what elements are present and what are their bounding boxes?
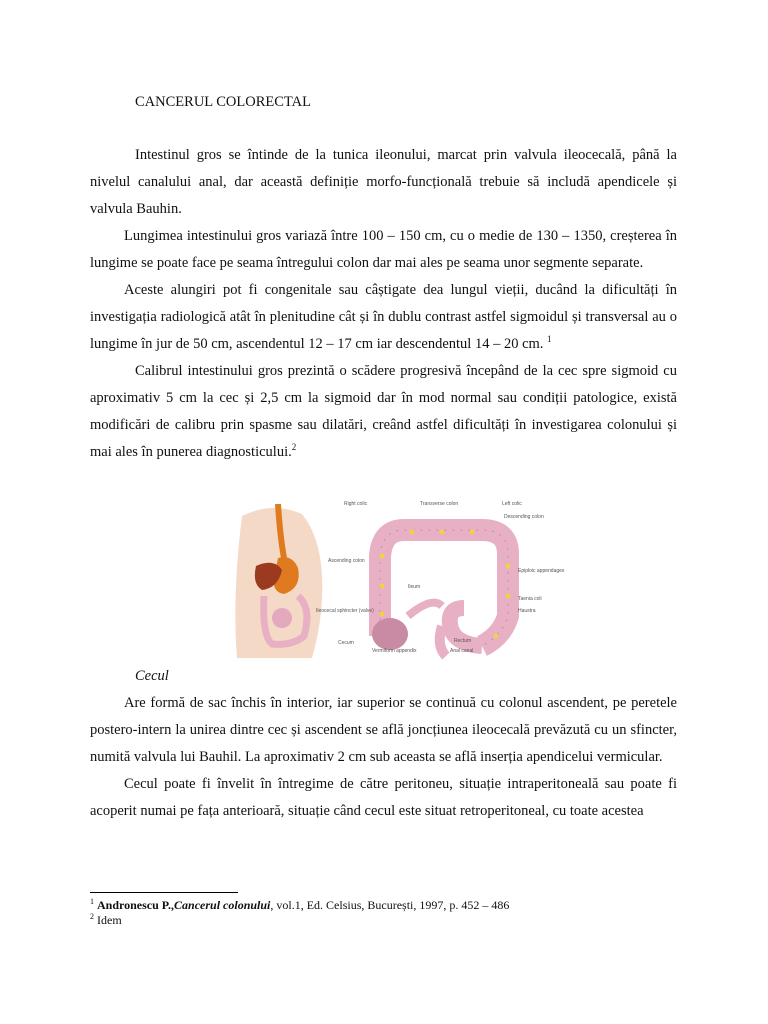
section-body	[90, 690, 677, 825]
paragraph	[90, 690, 677, 771]
rectum	[440, 626, 446, 656]
document-title: CANCERUL COLORECTAL	[135, 94, 311, 110]
label-descending-colon: Descending colon	[504, 514, 544, 520]
ileum	[408, 603, 442, 616]
footnote-author: Andronescu P.,	[97, 898, 175, 912]
cecum	[372, 618, 408, 650]
label-epiploic: Epiploic appendages	[518, 568, 565, 574]
footnote-ref: 1	[547, 334, 552, 345]
colon-anatomy-figure	[232, 496, 565, 658]
footnote-work: Cancerul colonului	[174, 898, 271, 912]
paragraph-text: Calibrul intestinului gros prezintă o scădere progresivă începând de la cec spre sigmoid cu aproximativ 5 cm la cec și 2,5 cm la sigmoid dar în mod normal sau condiții patologice, există modificări de calibru prin spasme sau dilatări, creând astfel dificultăți în investigarea colonului și mai ales în punerea diagnosticului.	[90, 363, 677, 460]
label-transverse-colon: Transverse colon	[420, 501, 459, 507]
label-vermiform-appendix: Vermiform appendix	[372, 648, 417, 654]
label-ileum: Ileum	[408, 584, 421, 590]
footnote-2	[90, 913, 509, 928]
footnote-number: 2	[90, 912, 94, 921]
paragraph	[90, 358, 677, 466]
paragraph-text: Lungimea intestinului gros variază între 100 – 150 cm, cu o medie de 130 – 1350, creșterea în lungime se poate face pe seama întregului colon dar mai ales pe seama unor segmente separate.	[90, 228, 677, 271]
footnote-number: 1	[90, 897, 94, 906]
paragraph	[90, 223, 677, 277]
footnote-text: Idem	[97, 913, 122, 927]
footnote-ref: 2	[291, 442, 297, 453]
paragraph-text: Are formă de sac închis în interior, iar superior se continuă cu colonul ascendent, pe peretele postero-intern la unirea dintre cec și ascendent se află joncțiunea ileocecală prevăzută cu un sfincter, numită valvula lui Bauhil. La aproximativ 2 cm sub aceasta se află inserția apendicelui vermicular.	[90, 695, 677, 765]
paragraph	[90, 142, 677, 223]
label-anal-canal: Anal canal	[450, 648, 474, 654]
footnote-1	[90, 898, 509, 913]
label-right-colic: Right colic	[344, 501, 368, 507]
section-heading: Cecul	[135, 668, 169, 684]
footnote-rest: , vol.1, Ed. Celsius, București, 1997, p. 452 – 486	[270, 898, 510, 912]
label-ileocecal-sphincter: Ileocecal sphincter (valve)	[316, 608, 374, 614]
footnote-separator	[90, 892, 238, 893]
label-ascending-colon: Ascending colon	[328, 558, 365, 564]
label-rectum: Rectum	[454, 638, 472, 644]
paragraph-text: Cecul poate fi învelit în întregime de către peritoneu, situație intraperitoneală sau poate fi acoperit numai pe fața anterioară, situație când cecul este situat retroperitoneal, cu toate acestea	[90, 776, 677, 819]
paragraph-text: Intestinul gros se întinde de la tunica ileonului, marcat prin valvula ileocecală, până la nivelul canalului anal, dar această definiție morfo-funcțională trebuie să includă apendicele și valvula Bauhin.	[90, 147, 677, 217]
paragraph-text: Aceste alungiri pot fi congenitale sau câștigate dea lungul vieții, ducând la dificultăți în investigația radiologică atât în plenitudine cât și în dublu contrast astfel sigmoidul și transversal au o lungime în jur de 50 cm, ascendentul 12 – 17 cm iar descendentul 14 – 20 cm.	[90, 282, 677, 352]
paragraph	[90, 277, 677, 358]
body-text	[90, 142, 677, 466]
footnotes	[90, 898, 509, 928]
paragraph	[90, 771, 677, 825]
label-cecum: Cecum	[338, 640, 354, 646]
label-left-colic: Left colic	[502, 501, 522, 507]
label-haustra: Haustra	[518, 608, 536, 614]
label-taenia-coli: Taenia coli	[518, 596, 542, 602]
